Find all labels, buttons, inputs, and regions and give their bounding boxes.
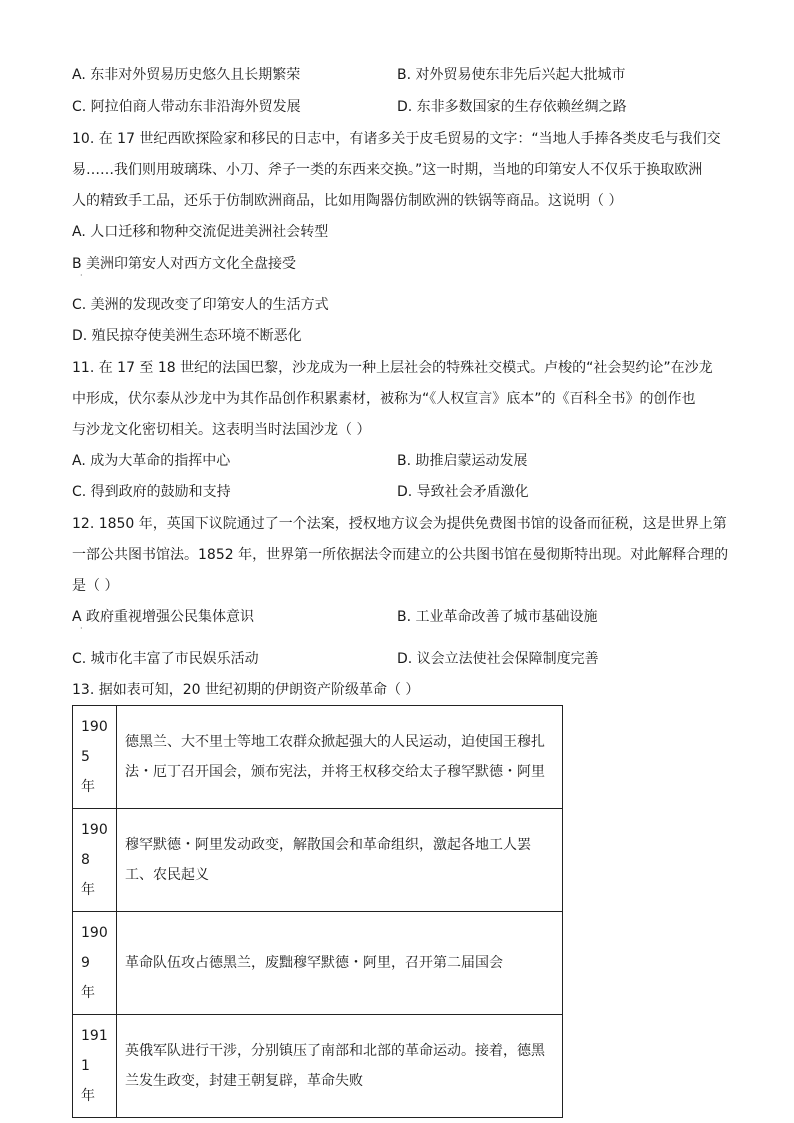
q9-option-b: B. 对外贸易使东非先后兴起大批城市 (397, 67, 626, 83)
q12-option-b: B. 工业革命改善了城市基础设施 (397, 609, 598, 625)
q12-stem-line-1: 12. 1850 年，英国下议院通过了一个法案，授权地方议会为提供免费图书馆的设备而征税，这是世界上第 (72, 516, 727, 532)
q10-option-b: B 美洲印第安人对西方文化全盘接受 (72, 256, 297, 272)
event-cell: 英俄军队进行干涉，分别镇压了南部和北部的革命运动。接着，德黑兰发生政变，封建王朝复辟，革命失败 (117, 1015, 563, 1118)
q11-option-b: B. 助推启蒙运动发展 (397, 453, 528, 469)
q10-option-c: C. 美洲的发现改变了印第安人的生活方式 (72, 297, 329, 313)
q12-option-a: A 政府重视增强公民集体意识 (72, 609, 255, 625)
q13-stem: 13. 据如表可知，20 世纪初期的伊朗资产阶级革命（ ） (72, 682, 420, 698)
year-cell: 1905 年 (73, 706, 117, 809)
q10-option-d: D. 殖民掠夺使美洲生态环境不断恶化 (72, 328, 302, 344)
table-row (73, 706, 563, 809)
stray-dot: · (80, 624, 83, 633)
stray-dot: · (80, 271, 83, 280)
q12-stem-line-3: 是（ ） (72, 578, 119, 594)
q10-stem-line-2: 易……我们则用玻璃珠、小刀、斧子一类的东西来交换。”这一时期，当地的印第安人不仅乐于换取欧洲 (72, 162, 703, 178)
q12-option-d: D. 议会立法使社会保障制度完善 (397, 651, 599, 667)
q9-option-d: D. 东非多数国家的生存依赖丝绸之路 (397, 99, 627, 115)
q12-stem-line-2: 一部公共图书馆法。1852 年，世界第一所依据法令而建立的公共图书馆在曼彻斯特出现。对此解释合理的 (72, 547, 729, 563)
table-row (73, 809, 563, 912)
year-cell: 1908 年 (73, 809, 117, 912)
q11-option-a: A. 成为大革命的指挥中心 (72, 453, 231, 469)
q11-option-c: C. 得到政府的鼓励和支持 (72, 484, 231, 500)
year-cell: 1909 年 (73, 912, 117, 1015)
q9-option-a: A. 东非对外贸易历史悠久且长期繁荣 (72, 67, 301, 83)
q12-option-c: C. 城市化丰富了市民娱乐活动 (72, 651, 259, 667)
event-cell: 革命队伍攻占德黑兰，废黜穆罕默德・阿里，召开第二届国会 (117, 912, 563, 1015)
q11-stem-line-1: 11. 在 17 至 18 世纪的法国巴黎，沙龙成为一种上层社会的特殊社交模式。卢梭的“社会契约论”在沙龙 (72, 360, 713, 376)
q11-stem-line-2: 中形成，伏尔泰从沙龙中为其作品创作积累素材，被称为“《人权宣言》底本”的《百科全书》的创作也 (72, 391, 696, 407)
q10-stem-line-3: 人的精致手工品，还乐于仿制欧洲商品，比如用陶器仿制欧洲的铁锅等商品。这说明（ ） (72, 193, 623, 209)
q11-stem-line-3: 与沙龙文化密切相关。这表明当时法国沙龙（ ） (72, 422, 371, 438)
q11-option-d: D. 导致社会矛盾激化 (397, 484, 529, 500)
table-row (73, 1015, 563, 1118)
q10-stem-line-1: 10. 在 17 世纪西欧探险家和移民的日志中，有诸多关于皮毛贸易的文字：“当地人手捧各类皮毛与我们交 (72, 131, 721, 147)
event-cell: 穆罕默德・阿里发动政变，解散国会和革命组织，激起各地工人罢工、农民起义 (117, 809, 563, 912)
event-cell: 德黑兰、大不里士等地工农群众掀起强大的人民运动，迫使国王穆扎法・厄丁召开国会，颁布宪法，并将王权移交给太子穆罕默德・阿里 (117, 706, 563, 809)
q13-events-table (72, 705, 563, 1118)
year-cell: 1911 年 (73, 1015, 117, 1118)
q9-option-c: C. 阿拉伯商人带动东非沿海外贸发展 (72, 99, 301, 115)
table-row (73, 912, 563, 1015)
q10-option-a: A. 人口迁移和物种交流促进美洲社会转型 (72, 224, 329, 240)
